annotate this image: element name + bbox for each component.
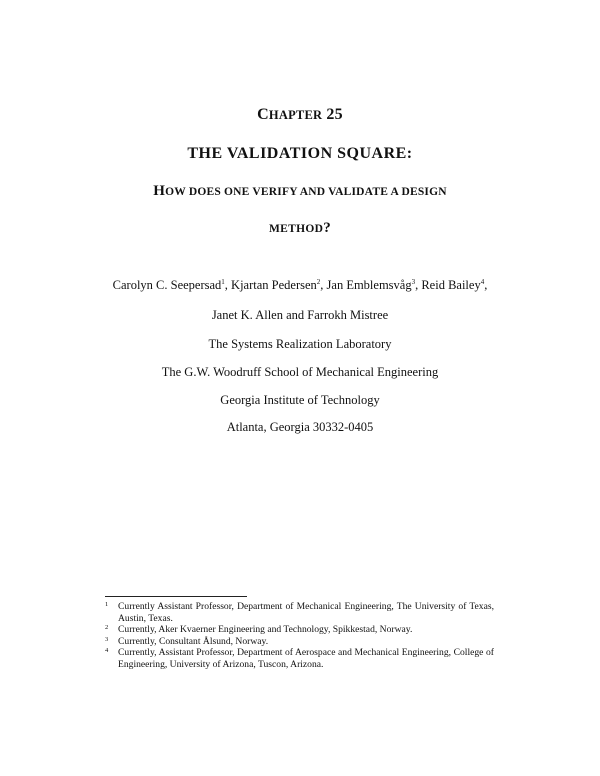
- footnote: [105, 601, 494, 624]
- footnote-divider: [105, 596, 247, 597]
- chapter-subtitle-line2: [0, 220, 600, 237]
- chapter-prefix-cap: C: [257, 106, 269, 123]
- chapter-title: THE VALIDATION SQUARE:: [187, 145, 413, 162]
- chapter-prefix-rest: HAPTER: [268, 108, 323, 122]
- author-separator: ,: [415, 278, 422, 292]
- footnote-number: 2: [105, 624, 109, 632]
- subtitle-line2-question: ?: [323, 220, 331, 236]
- subtitle-line2-text: METHOD: [268, 223, 324, 235]
- footnote-mark: 2: [316, 278, 321, 286]
- subtitle-rest: OW DOES ONE VERIFY AND VALIDATE A DESIGN: [165, 186, 447, 198]
- footnote-text: Currently Assistant Professor, Department of Mechanical Engineering, The University of Texas, Austin, Texas.: [118, 601, 494, 624]
- affiliation-address: Atlanta, Georgia 30332-0405: [226, 420, 374, 434]
- footnote-mark: 3: [411, 278, 416, 286]
- footnote: [105, 647, 494, 670]
- author-name: Reid Bailey: [421, 278, 481, 292]
- author-separator: ,: [224, 278, 232, 292]
- chapter-subtitle-line1: [0, 183, 600, 200]
- footnote-text: Currently, Aker Kvaerner Engineering and Technology, Spikkestad, Norway.: [118, 624, 413, 636]
- footnote-number: 1: [105, 601, 109, 608]
- author-name: Jan Emblemsvåg: [326, 278, 412, 292]
- footnote-number: 3: [105, 635, 109, 643]
- author-separator: ,: [320, 278, 327, 292]
- author-list-line2: Janet K. Allen and Farrokh Mistree: [211, 308, 389, 322]
- footnote: [105, 624, 494, 636]
- chapter-number: 25: [326, 106, 343, 123]
- footnote: [105, 636, 494, 648]
- footnote-number: 4: [105, 647, 109, 655]
- affiliation-school: The G.W. Woodruff School of Mechanical Engineering: [161, 365, 439, 379]
- chapter-heading: [0, 106, 600, 124]
- subtitle-cap: H: [153, 183, 166, 199]
- author-name: Carolyn C. Seepersad: [112, 278, 222, 292]
- author-list: [0, 278, 600, 293]
- footnote-mark: 4: [480, 278, 485, 286]
- author-name: Kjartan Pedersen: [231, 278, 317, 292]
- affiliation-lab: The Systems Realization Laboratory: [208, 337, 392, 351]
- author-separator: ,: [484, 278, 488, 292]
- footnote-mark: 1: [221, 278, 225, 286]
- footnote-text: Currently, Assistant Professor, Department of Aerospace and Mechanical Engineering, College of Engineering, University of Arizona, Tuscon, Arizona.: [118, 647, 494, 670]
- affiliation-institute: Georgia Institute of Technology: [220, 393, 380, 407]
- footnote-text: Currently, Consultant Ålsund, Norway.: [118, 635, 269, 647]
- footnotes: [105, 601, 494, 671]
